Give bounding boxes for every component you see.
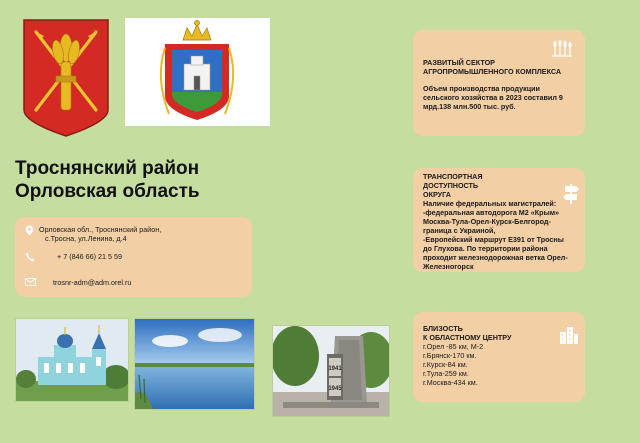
district-title: Троснянский район: [15, 158, 200, 179]
email-row: [25, 278, 131, 288]
mail-icon: [25, 278, 39, 288]
center-heading-line-2: К ОБЛАСТНОМУ ЦЕНТРУ: [423, 333, 512, 342]
email-text[interactable]: trosnr-adm@adm.orel.ru: [53, 278, 132, 287]
center-distance-kursk: г.Курск-84 км.: [423, 360, 468, 369]
phone-icon: [25, 252, 39, 264]
agro-heading-line-2: АГРОПРОМЫШЛЕННОГО КОМПЛЕКСА: [423, 67, 562, 76]
transport-body-line-2: -федеральная автодорога М2 «Крым»: [423, 208, 560, 217]
phone-text: + 7 (846 66) 21 5 59: [57, 252, 122, 261]
transport-body-line-4: граница с Украиной,: [423, 226, 496, 235]
center-distance-orel: г.Орел -85 км, М-2: [423, 342, 484, 351]
contacts-box: [15, 217, 252, 297]
center-distance-bryansk: г.Брянск-170 км.: [423, 351, 477, 360]
transport-body-line-5: -Европейский маршрут Е391 от Тросны: [423, 235, 564, 244]
agro-body-line-3: мрд.138 млн.500 тыс. руб.: [423, 102, 516, 111]
center-distance-moscow: г.Москва-434 км.: [423, 378, 478, 387]
region-title: Орловская область: [15, 181, 200, 202]
transport-panel: [413, 168, 585, 272]
transport-body-line-1: Наличие федеральных магистралей:: [423, 199, 557, 208]
monument-photo: [272, 325, 390, 417]
transport-body-line-8: Железногорск: [423, 262, 474, 271]
address-row: [25, 225, 161, 243]
agro-body-line-2: сельского хозяйства в 2023 составил 9: [423, 93, 563, 102]
city-buildings-icon: [559, 326, 579, 349]
transport-heading-line-1: ТРАНСПОРТНАЯ: [423, 172, 483, 181]
agro-heading-line-1: РАЗВИТЫЙ СЕКТОР: [423, 58, 495, 67]
phone-row: [25, 252, 122, 264]
transport-body-line-6: до Глухова. По территории района: [423, 244, 548, 253]
transport-body-line-7: проходит железнодорожная ветка Орел-: [423, 253, 568, 262]
center-panel: [413, 312, 585, 402]
location-pin-icon: [25, 225, 39, 238]
church-photo: [15, 318, 129, 402]
address-line-2: с.Тросна, ул.Ленина, д.4: [45, 234, 127, 243]
center-distance-tula: г.Тула-259 км.: [423, 369, 469, 378]
monument-year-bottom: 1945: [328, 386, 342, 392]
transport-body-line-3: Москва-Тула-Орел-Курск-Белгород-: [423, 217, 551, 226]
transport-heading-line-2: ДОСТУПНОСТЬ: [423, 181, 479, 190]
lake-photo: [134, 318, 255, 410]
agro-panel: [413, 30, 585, 136]
address-line-1: Орловская обл., Троснянский район,: [39, 225, 162, 234]
transport-heading-line-3: ОКРУГА: [423, 190, 451, 199]
region-coat-of-arms: [125, 18, 270, 126]
district-coat-of-arms: [22, 18, 110, 138]
agro-body-line-1: Объем производства продукции: [423, 84, 540, 93]
center-heading-line-1: БЛИЗОСТЬ: [423, 324, 463, 333]
monument-year-top: 1941: [328, 366, 342, 372]
